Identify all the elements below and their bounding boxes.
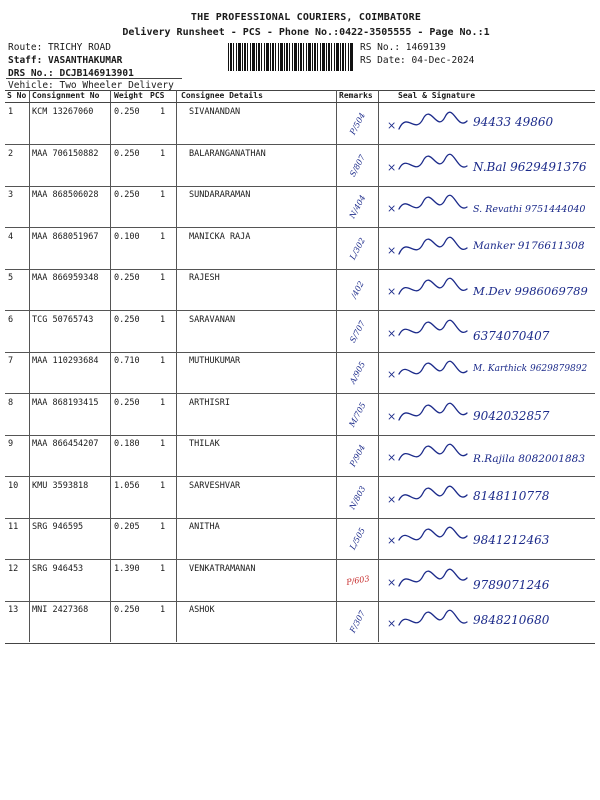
- handwritten-phone: 6374070407: [473, 328, 550, 343]
- row-sno: 7: [8, 356, 14, 366]
- row-sno: 1: [8, 107, 14, 117]
- row-consignment-no: MNI 2427368: [32, 605, 89, 615]
- row-remark-handwritten: P/504: [348, 111, 368, 137]
- row-pcs: 1: [160, 231, 166, 242]
- row-pcs: 1: [160, 397, 166, 408]
- row-weight: 0.250: [114, 314, 140, 325]
- row-consignee: VENKATRAMANAN: [189, 563, 256, 574]
- row-pcs: 1: [160, 107, 166, 117]
- signature-cross-mark: ×: [387, 119, 397, 132]
- col-header-remarks: Remarks: [339, 91, 373, 100]
- row-pcs: 1: [160, 356, 166, 366]
- row-consignment-no: MAA 868193415: [32, 397, 99, 408]
- row-weight: 0.710: [114, 356, 140, 366]
- row-sno: 6: [8, 314, 14, 325]
- table-row: [5, 394, 595, 436]
- row-remark-handwritten: S/707: [348, 318, 368, 344]
- table-row: [5, 560, 595, 602]
- col-header-consignment: Consignment No: [32, 91, 100, 100]
- row-signature: [385, 271, 591, 309]
- table-row: [5, 435, 595, 477]
- row-sno: 11: [8, 522, 19, 532]
- row-consignee: RAJESH: [189, 273, 220, 283]
- signature-stroke: [399, 278, 467, 294]
- signature-stroke: [399, 403, 467, 420]
- row-remark-handwritten: P/904: [348, 443, 368, 469]
- signature-stroke: [399, 569, 467, 586]
- row-signature: [385, 313, 591, 351]
- table-row: [5, 518, 595, 560]
- row-signature: [385, 188, 591, 226]
- row-weight: 0.250: [114, 148, 140, 159]
- handwritten-phone: M.Dev 9986069789: [473, 284, 588, 298]
- table-row: [5, 269, 595, 311]
- row-weight: 0.250: [114, 605, 140, 615]
- row-pcs: 1: [160, 148, 166, 159]
- row-signature: [385, 147, 591, 185]
- table-row: [5, 228, 595, 270]
- staff-label: Staff: VASANTHAKUMAR: [8, 55, 123, 66]
- handwritten-phone: S. Revathi 9751444040: [473, 204, 586, 215]
- signature-stroke: [399, 486, 467, 500]
- row-signature: [385, 354, 591, 392]
- signature-cross-mark: ×: [387, 409, 397, 423]
- row-consignee: SIVANANDAN: [189, 107, 241, 117]
- row-weight: 1.056: [114, 480, 140, 491]
- table-row: [5, 145, 595, 187]
- row-sno: 8: [8, 397, 14, 408]
- col-header-weight: Weight: [114, 91, 143, 100]
- table-row: [5, 103, 595, 145]
- row-weight: 0.180: [114, 439, 140, 449]
- signature-cross-mark: ×: [387, 451, 397, 464]
- row-consignee: SUNDARARAMAN: [189, 190, 251, 200]
- company-title: THE PROFESSIONAL COURIERS, COIMBATORE: [190, 12, 422, 23]
- row-remark-handwritten: A/905: [348, 360, 368, 386]
- row-consignment-no: MAA 706150882: [32, 148, 99, 159]
- signature-cross-mark: ×: [387, 160, 397, 174]
- row-sno: 10: [8, 480, 19, 491]
- signature-stroke: [399, 444, 467, 460]
- signature-cross-mark: ×: [387, 534, 397, 547]
- row-weight: 0.250: [114, 107, 140, 117]
- row-signature: [385, 230, 591, 268]
- vehicle-divider: [6, 78, 182, 79]
- row-pcs: 1: [160, 314, 166, 325]
- row-consignment-no: MAA 110293684: [32, 356, 99, 366]
- row-sno: 12: [8, 563, 19, 574]
- row-signature: [385, 520, 591, 558]
- row-consignment-no: MAA 868051967: [32, 231, 99, 242]
- handwritten-phone: 9841212463: [473, 533, 550, 547]
- row-consignee: SARVESHVAR: [189, 480, 241, 491]
- signature-stroke: [399, 361, 467, 374]
- row-consignment-no: KMU 3593818: [32, 480, 89, 491]
- row-consignee: ANITHA: [189, 522, 220, 532]
- row-signature: [385, 437, 591, 475]
- handwritten-phone: M. Karthick 9629879892: [473, 364, 588, 374]
- runsheet-subtitle: Delivery Runsheet - PCS - Phone No.:0422-3505555 - Page No.:1: [122, 27, 490, 38]
- row-consignment-no: TCG 50765743: [32, 314, 94, 325]
- table-row: [5, 477, 595, 519]
- row-signature: [385, 603, 591, 641]
- row-remark-handwritten: P/603: [345, 573, 371, 587]
- row-consignment-no: SRG 946595: [32, 522, 84, 532]
- row-signature: [385, 479, 591, 517]
- route-label: Route: TRICHY ROAD: [8, 42, 111, 53]
- row-consignment-no: MAA 868506028: [32, 190, 99, 200]
- handwritten-phone: 8148110778: [473, 488, 550, 503]
- handwritten-phone: 9042032857: [473, 408, 550, 423]
- signature-cross-mark: ×: [387, 368, 397, 381]
- row-signature: [385, 105, 591, 143]
- signature-cross-mark: ×: [387, 492, 397, 506]
- row-remark-handwritten: N/404: [347, 193, 368, 220]
- row-remark-handwritten: L/302: [348, 235, 367, 261]
- signature-stroke: [399, 154, 467, 169]
- table-row: [5, 311, 595, 353]
- row-sno: 2: [8, 148, 14, 159]
- row-consignee: THILAK: [189, 439, 220, 449]
- row-weight: 1.390: [114, 563, 140, 574]
- row-remark-handwritten: M/705: [347, 400, 368, 428]
- row-weight: 0.250: [114, 190, 140, 200]
- signature-cross-mark: ×: [387, 202, 397, 215]
- row-weight: 0.100: [114, 231, 140, 242]
- row-consignment-no: MAA 866959348: [32, 273, 99, 283]
- row-weight: 0.250: [114, 273, 140, 283]
- row-consignee: SARAVANAN: [189, 314, 236, 325]
- handwritten-phone: 9789071246: [473, 577, 550, 592]
- row-remark-handwritten: /402: [349, 279, 366, 300]
- row-consignee: MUTHUKUMAR: [189, 356, 241, 366]
- signature-cross-mark: ×: [387, 326, 397, 340]
- row-sno: 4: [8, 231, 14, 242]
- signature-cross-mark: ×: [387, 575, 397, 589]
- handwritten-phone: N.Bal 9629491376: [473, 159, 587, 174]
- row-consignment-no: MAA 866454207: [32, 439, 99, 449]
- barcode: [228, 43, 354, 71]
- signature-stroke: [399, 610, 467, 625]
- signature-stroke: [399, 527, 467, 540]
- row-weight: 0.250: [114, 397, 140, 408]
- table-row: [5, 352, 595, 394]
- row-pcs: 1: [160, 480, 166, 491]
- row-remark-handwritten: N/803: [347, 484, 368, 511]
- vehicle-label: Vehicle: Two Wheeler Delivery: [8, 80, 174, 91]
- handwritten-phone: 9848210680: [473, 613, 550, 627]
- row-pcs: 1: [160, 563, 166, 574]
- table-row: [5, 186, 595, 228]
- col-header-seal: Seal & Signature: [398, 91, 476, 100]
- signature-stroke: [399, 195, 467, 209]
- row-consignee: BALARANGANATHAN: [189, 148, 266, 159]
- row-sno: 9: [8, 439, 14, 449]
- signature-cross-mark: ×: [387, 285, 397, 298]
- handwritten-phone: Manker 9176611308: [473, 239, 585, 252]
- rs-number: RS No.: 1469139: [360, 42, 446, 53]
- row-weight: 0.205: [114, 522, 140, 532]
- row-pcs: 1: [160, 439, 166, 449]
- handwritten-phone: R.Rajila 8082001883: [473, 453, 586, 465]
- row-signature: [385, 396, 591, 434]
- col-header-pcs: PCS: [150, 91, 165, 100]
- signature-stroke: [399, 237, 467, 254]
- row-consignment-no: SRG 946453: [32, 563, 84, 574]
- col-header-consignee: Consignee Details: [181, 91, 263, 100]
- table-row: [5, 601, 595, 642]
- row-remark-handwritten: F/307: [348, 609, 368, 635]
- row-sno: 3: [8, 190, 14, 200]
- row-consignee: ASHOK: [189, 605, 215, 615]
- row-pcs: 1: [160, 273, 166, 283]
- rs-date: RS Date: 04-Dec-2024: [360, 55, 475, 66]
- row-remark-handwritten: S/807: [348, 152, 368, 178]
- row-consignee: MANICKA RAJA: [189, 231, 251, 242]
- signature-cross-mark: ×: [387, 243, 397, 257]
- handwritten-phone: 94433 49860: [473, 115, 554, 129]
- row-pcs: 1: [160, 605, 166, 615]
- signature-stroke: [399, 112, 467, 129]
- row-consignee: ARTHISRI: [189, 397, 230, 408]
- row-remark-handwritten: L/505: [348, 526, 367, 552]
- signature-stroke: [399, 320, 467, 335]
- signature-cross-mark: ×: [387, 617, 397, 630]
- row-sno: 5: [8, 273, 14, 283]
- drs-number: DRS No.: DCJB146913901: [8, 68, 134, 79]
- row-pcs: 1: [160, 190, 166, 200]
- row-sno: 13: [8, 605, 19, 615]
- row-consignment-no: KCM 13267060: [32, 107, 94, 117]
- col-header-sno: S No: [7, 91, 27, 100]
- row-signature: [385, 562, 591, 600]
- row-pcs: 1: [160, 522, 166, 532]
